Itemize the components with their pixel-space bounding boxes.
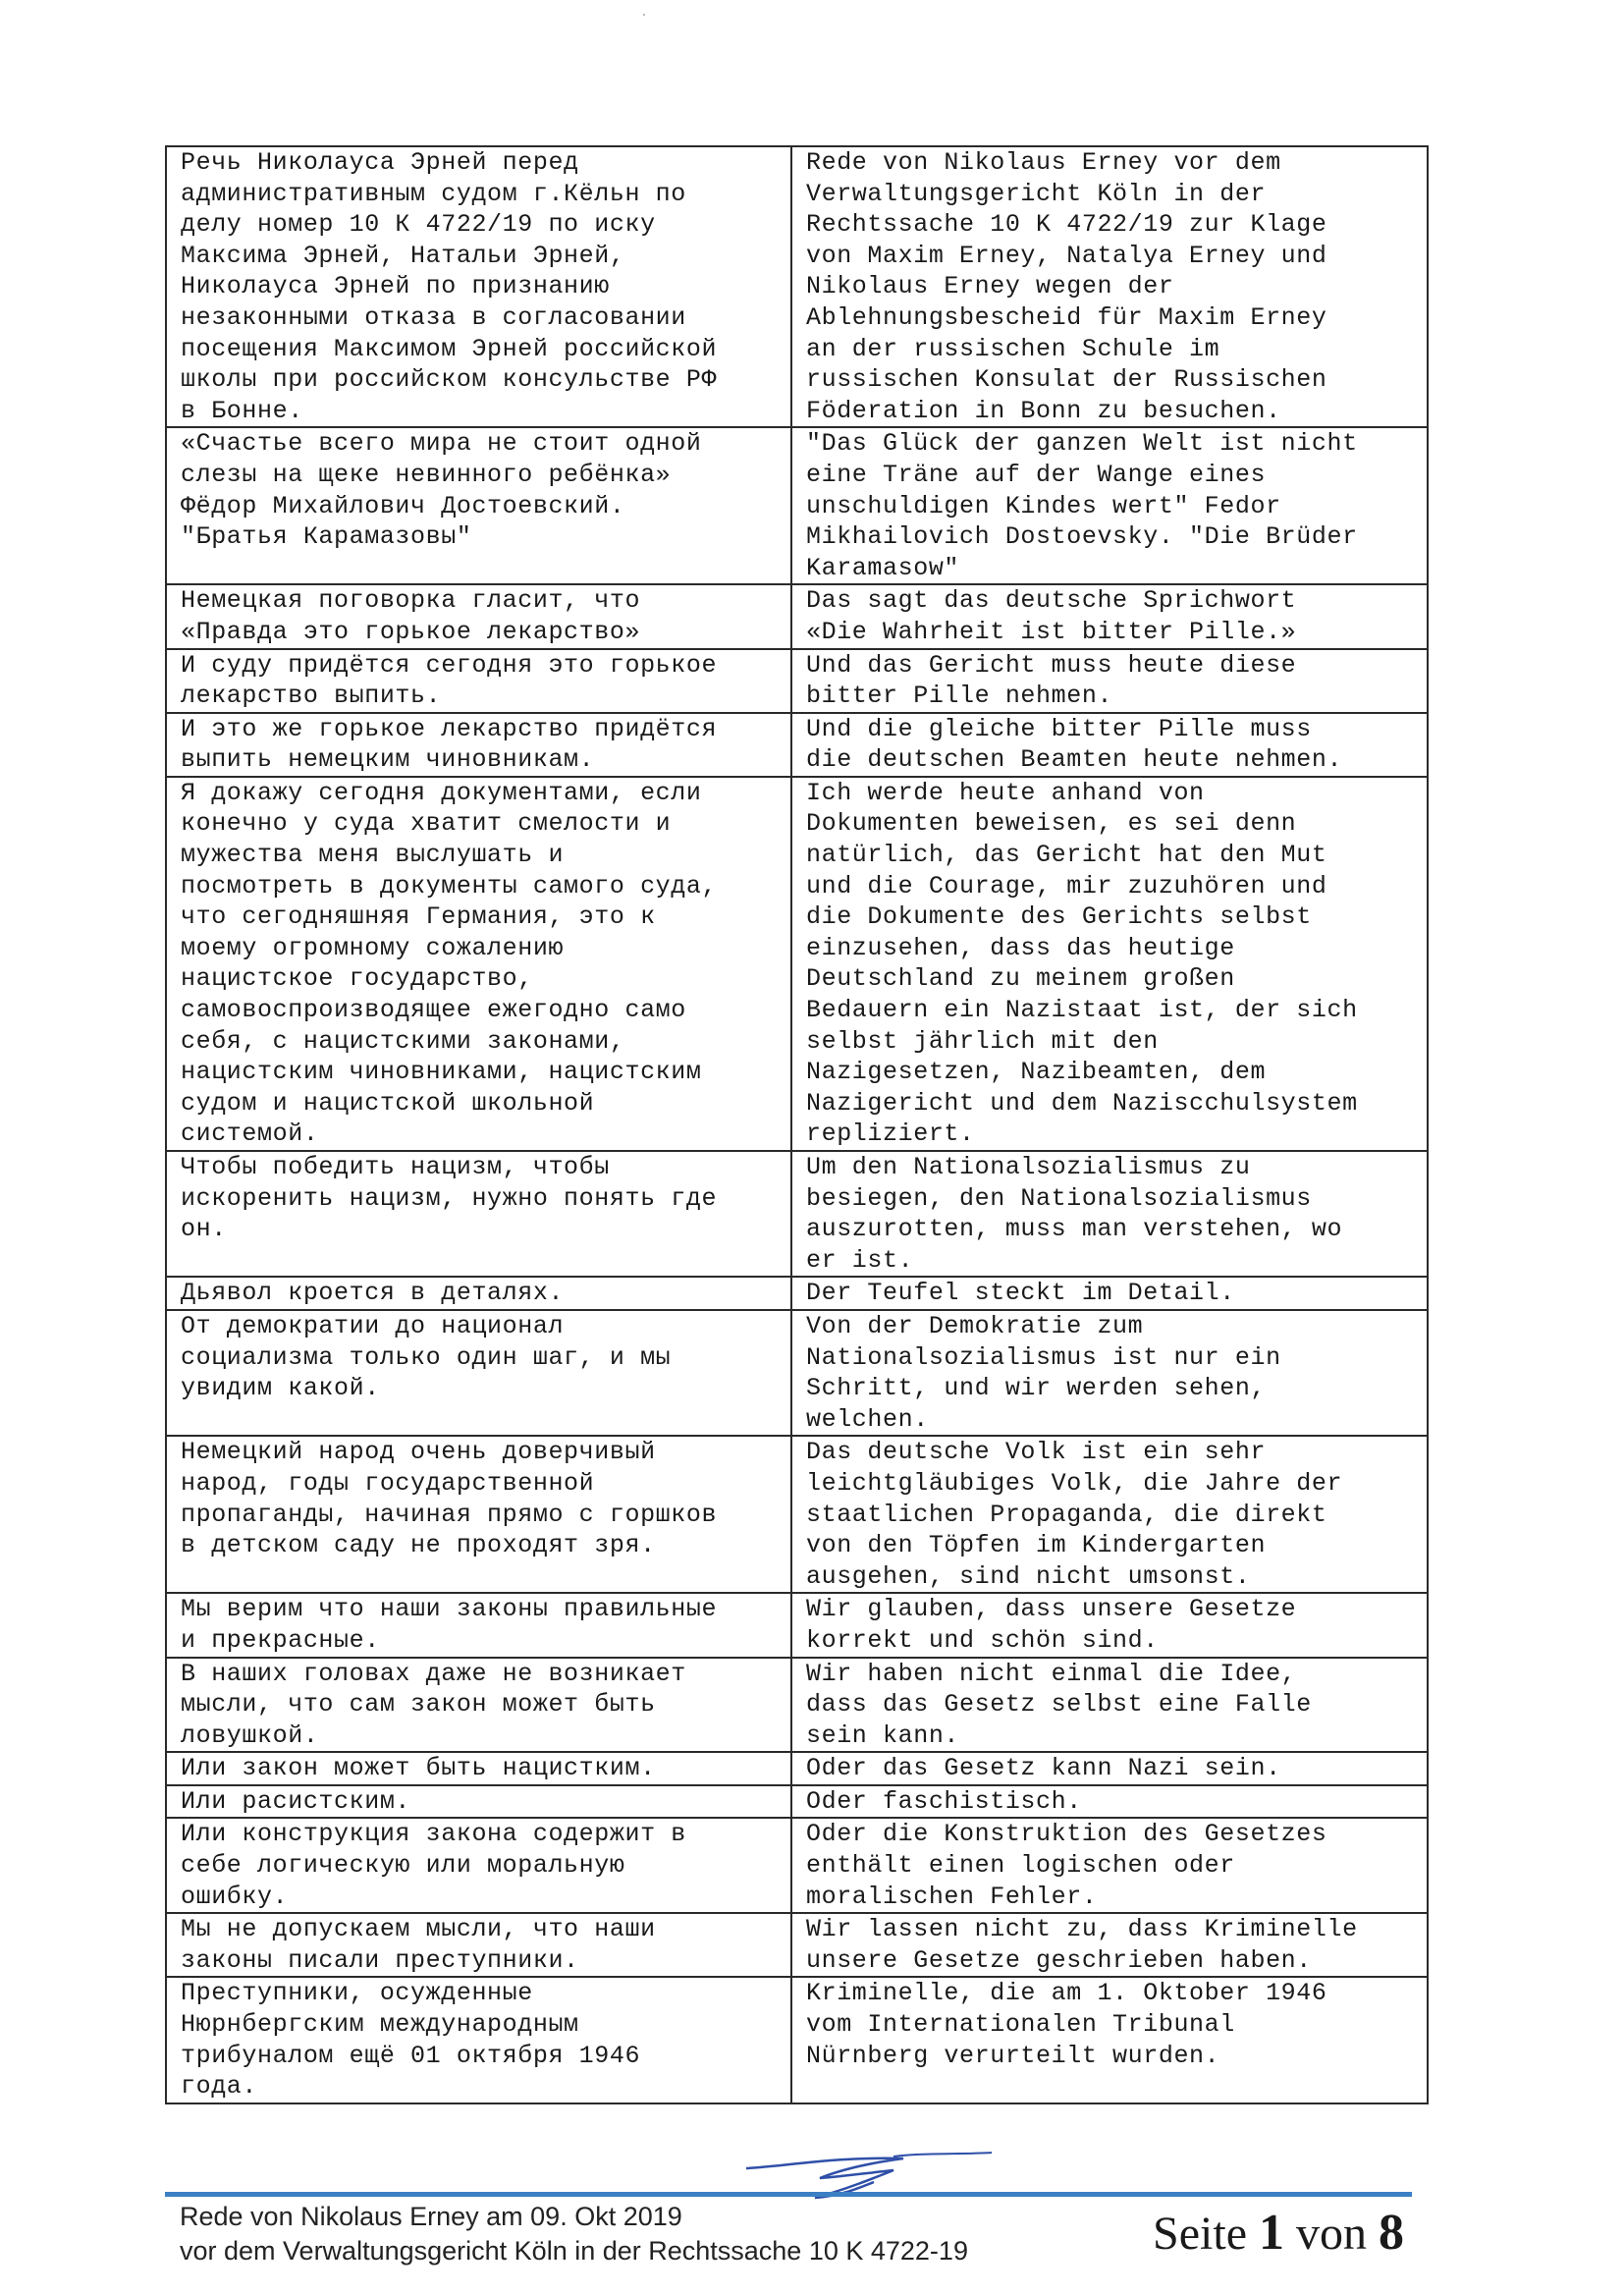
table-row [166,1658,1428,1753]
page-prefix: Seite [1153,2208,1247,2260]
page-total: 8 [1379,2205,1404,2261]
table-row [166,584,1428,648]
russian-cell: Чтобы победить нацизм, чтобы искоренить нацизм, нужно понять где он. [166,1151,791,1277]
translation-table-body [166,146,1428,2103]
footer-rule [165,2192,1412,2197]
table-row [166,1310,1428,1436]
russian-cell: От демократии до национал социализма только один шаг, и мы увидим какой. [166,1310,791,1436]
table-row [166,1151,1428,1277]
russian-cell: «Счастье всего мира не стоит одной слезы на щеке невинного ребёнка» Фёдор Михайлович Достоевский. "Братья Карамазовы" [166,427,791,584]
table-row [166,1785,1428,1819]
table-row [166,1913,1428,1977]
german-cell: Das deutsche Volk ist ein sehr leichtgläubiges Volk, die Jahre der staatlichen Propaganda, die direkt von den Töpfen im Kindergarten ausgehen, sind nicht umsonst. [791,1436,1428,1593]
german-cell: Ich werde heute anhand von Dokumenten beweisen, es sei denn natürlich, das Gericht hat den Mut und die Courage, mir zuzuhören und die Dokumente des Gerichts selbst einzusehen, dass das heutige Deutschland zu meinem großen Bedauern ein Nazistaat ist, der sich selbst jährlich mit den Nazigesetzen, Nazibeamten, dem Nazigericht und dem Naziscchulsystem repliziert. [791,777,1428,1151]
russian-cell: Мы не допускаем мысли, что наши законы писали преступники. [166,1913,791,1977]
table-row [166,1977,1428,2103]
page-number [1090,2204,1404,2264]
table-row [166,713,1428,777]
russian-cell: Или конструкция закона содержит в себе логическую или моральную ошибку. [166,1818,791,1913]
german-cell: Das sagt das deutsche Sprichwort «Die Wahrheit ist bitter Pille.» [791,584,1428,648]
german-cell: Um den Nationalsozialismus zu besiegen, den Nationalsozialismus auszurotten, muss man verstehen, wo er ist. [791,1151,1428,1277]
german-cell: Rede von Nikolaus Erney vor dem Verwaltungsgericht Köln in der Rechtssache 10 K 4722/19 zur Klage von Maxim Erney, Natalya Erney und Nikolaus Erney wegen der Ablehnungsbescheid für Maxim Erney an der russischen Schule im russischen Konsulat der Russischen Föderation in Bonn zu besuchen. [791,146,1428,427]
footer-line-2: vor dem Verwaltungsgericht Köln in der Rechtssache 10 K 4722-19 [180,2236,968,2266]
table-row [166,1436,1428,1593]
russian-cell: Преступники, осужденные Нюрнбергским международным трибуналом ещё 01 октября 1946 года. [166,1977,791,2103]
table-row [166,1593,1428,1657]
russian-cell: Немецкая поговорка гласит, что «Правда это горькое лекарство» [166,584,791,648]
table-row [166,427,1428,584]
german-cell: Wir haben nicht einmal die Idee, dass das Gesetz selbst eine Falle sein kann. [791,1658,1428,1753]
translation-table [165,145,1429,2104]
table-row [166,1752,1428,1785]
page-mid: von [1296,2208,1367,2260]
german-cell: Oder faschistisch. [791,1785,1428,1819]
german-cell: Wir lassen nicht zu, dass Kriminelle unsere Gesetze geschrieben haben. [791,1913,1428,1977]
russian-cell: Я докажу сегодня документами, если конечно у суда хватит смелости и мужества меня выслушать и посмотреть в документы самого суда, что сегодняшняя Германия, это к моему огромному сожалению нацистское государство, самовоспроизводящее ежегодно само себя, с нацистскими законами, нацистским чиновниками, нацистским судом и нацистской школьной системой. [166,777,791,1151]
russian-cell: Или закон может быть нацистким. [166,1752,791,1785]
scan-speck [643,14,645,16]
russian-cell: И суду придётся сегодня это горькое лекарство выпить. [166,649,791,713]
footer-line-1: Rede von Nikolaus Erney am 09. Okt 2019 [180,2202,682,2231]
german-cell: Von der Demokratie zum Nationalsozialismus ist nur ein Schritt, und wir werden sehen, welchen. [791,1310,1428,1436]
russian-cell: Мы верим что наши законы правильные и прекрасные. [166,1593,791,1657]
table-row [166,649,1428,713]
signature [727,2139,1001,2227]
table-row [166,146,1428,427]
page-current: 1 [1259,2205,1284,2261]
german-cell: Oder die Konstruktion des Gesetzes enthält einen logischen oder moralischen Fehler. [791,1818,1428,1913]
russian-cell: Речь Николауса Эрней перед административным судом г.Кёльн по делу номер 10 К 4722/19 по иску Максима Эрней, Натальи Эрней, Николауса Эрней по признанию незаконными отказа в согласовании посещения Максимом Эрней российской школы при российском консульстве РФ в Бонне. [166,146,791,427]
table-row [166,1818,1428,1913]
table-row [166,777,1428,1151]
russian-cell: Или расистским. [166,1785,791,1819]
german-cell: Und die gleiche bitter Pille muss die deutschen Beamten heute nehmen. [791,713,1428,777]
table-row [166,1277,1428,1310]
german-cell: Oder das Gesetz kann Nazi sein. [791,1752,1428,1785]
russian-cell: В наших головах даже не возникает мысли, что сам закон может быть ловушкой. [166,1658,791,1753]
german-cell: Kriminelle, die am 1. Oktober 1946 vom Internationalen Tribunal Nürnberg verurteilt wurden. [791,1977,1428,2103]
russian-cell: Немецкий народ очень доверчивый народ, годы государственной пропаганды, начиная прямо с горшков в детском саду не проходят зря. [166,1436,791,1593]
german-cell: Wir glauben, dass unsere Gesetze korrekt und schön sind. [791,1593,1428,1657]
russian-cell: Дьявол кроется в деталях. [166,1277,791,1310]
german-cell: Der Teufel steckt im Detail. [791,1277,1428,1310]
german-cell: "Das Glück der ganzen Welt ist nicht eine Träne auf der Wange eines unschuldigen Kindes wert" Fedor Mikhailovich Dostoevsky. "Die Brüder Karamasow" [791,427,1428,584]
russian-cell: И это же горькое лекарство придётся выпить немецким чиновникам. [166,713,791,777]
german-cell: Und das Gericht muss heute diese bitter Pille nehmen. [791,649,1428,713]
